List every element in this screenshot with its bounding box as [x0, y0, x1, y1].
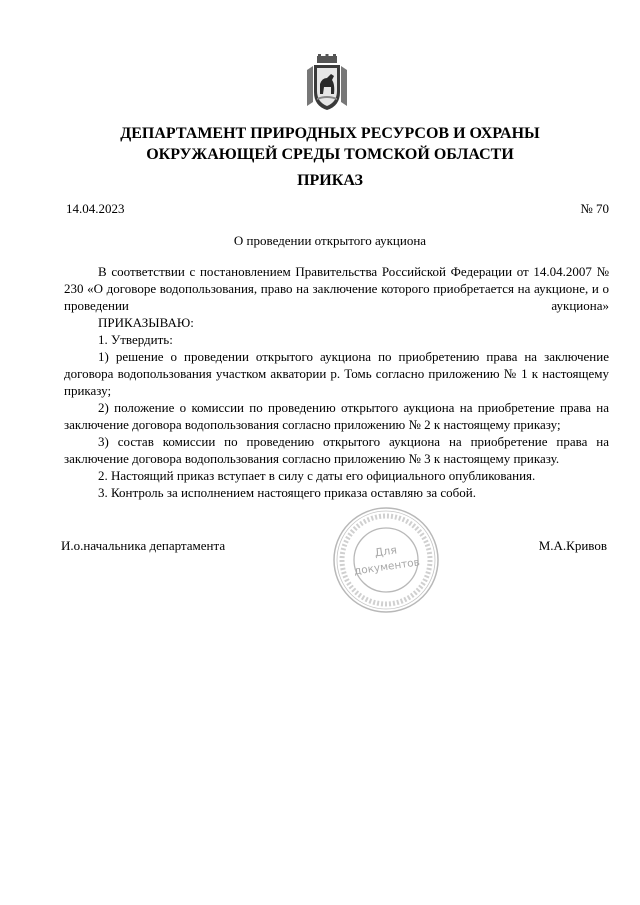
order-item-3: 3. Контроль за исполнением настоящего приказа оставляю за собой. — [98, 485, 476, 500]
order-word: ПРИКАЗЫВАЮ: — [98, 315, 194, 330]
document-number: № 70 — [580, 201, 609, 216]
document-subject: О проведении открытого аукциона — [233, 233, 427, 248]
order-subitem-1: 1) решение о проведении открытого аукциона по приобретению права на заключение договора водопользования участком акватории р. Томь согласно приложению № 1 к настоящему приказу; — [64, 349, 609, 398]
order-item-1: 1. Утвердить: — [98, 332, 173, 347]
document-body — [64, 263, 609, 501]
order-subitem-2: 2) положение о комиссии по проведению открытого аукциона на приобретение права на заключение договора водопользования согласно приложению № 2 к настоящему приказу; — [64, 400, 609, 432]
coat-of-arms-icon — [303, 54, 351, 112]
department-name-line2: ОКРУЖАЮЩЕЙ СРЕДЫ ТОМСКОЙ ОБЛАСТИ — [146, 146, 514, 163]
signatory-name: М.А.Кривов — [538, 538, 607, 553]
signatory-title: И.о.начальника департамента — [61, 538, 226, 553]
department-name-line1: ДЕПАРТАМЕНТ ПРИРОДНЫХ РЕСУРСОВ И ОХРАНЫ — [120, 125, 540, 142]
stamp-text-line1: Для — [373, 543, 398, 560]
order-item-2: 2. Настоящий приказ вступает в силу с даты его официального опубликования. — [98, 468, 536, 483]
document-type: ПРИКАЗ — [297, 172, 363, 189]
stamp-text-line2: документов — [353, 556, 421, 578]
document-date: 14.04.2023 — [66, 201, 125, 216]
order-subitem-3: 3) состав комиссии по проведению открытого аукциона на приобретение права на заключение договора водопользования согласно приложению № 3 к настоящему приказу. — [64, 434, 609, 466]
preamble-paragraph: В соответствии с постановлением Правительства Российской Федерации от 14.04.2007 № 230 «О договоре водопользования, право на заключение которого приобретается на аукционе, и о проведении аукциона» — [64, 264, 609, 313]
round-seal-icon — [331, 505, 441, 615]
